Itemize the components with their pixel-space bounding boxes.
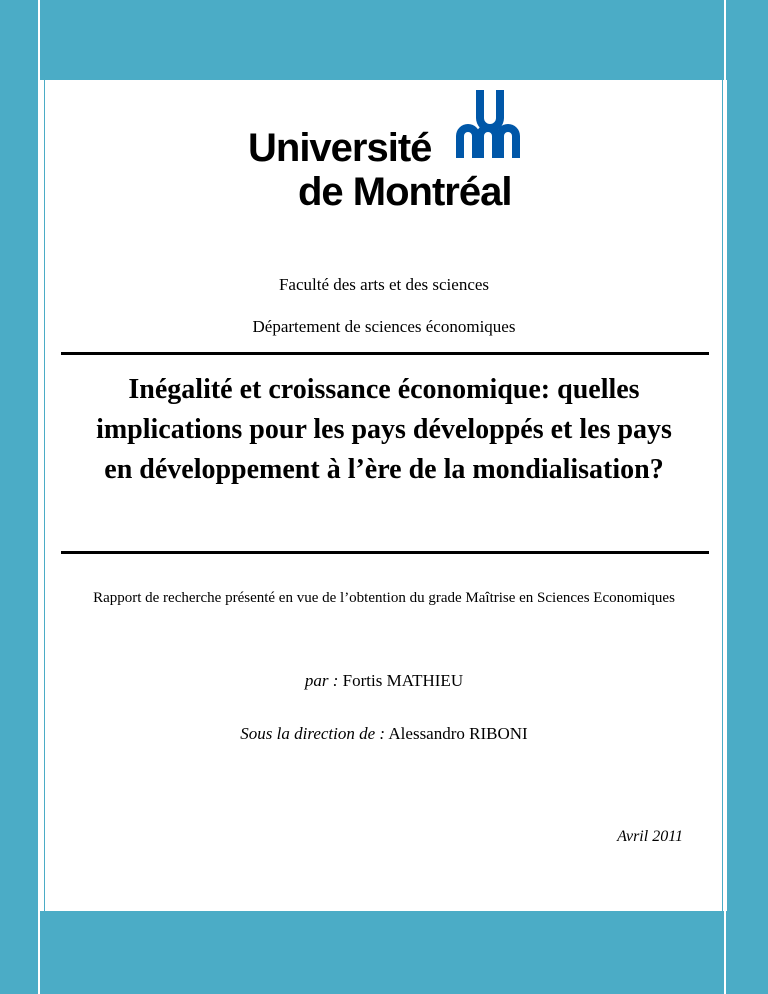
author-name: Fortis MATHIEU: [342, 671, 464, 690]
author-prefix: par :: [304, 671, 339, 690]
university-logo: [246, 88, 536, 214]
report-description: Rapport de recherche présenté en vue de l’obtention du grade Maîtrise en Sciences Economiques: [93, 590, 675, 606]
logo-line-1: Université: [248, 126, 432, 170]
author-line: [46, 670, 722, 692]
department-name: Département de sciences économiques: [252, 317, 516, 336]
supervisor-line: [46, 723, 722, 745]
left-inner-border-line: [44, 0, 45, 994]
supervisor-name: Alessandro RIBONI: [388, 724, 528, 743]
logo-line-2: de Montréal: [298, 170, 512, 214]
udem-logo-mark-icon: [452, 88, 524, 160]
submission-date: Avril 2011: [617, 828, 683, 845]
faculty-name: Faculté des arts et des sciences: [278, 275, 490, 294]
supervisor-prefix: Sous la direction de :: [240, 724, 386, 743]
right-border-gap: [724, 0, 726, 994]
title-top-rule: [61, 352, 709, 355]
right-inner-border-line: [722, 0, 723, 994]
left-accent-band: [0, 0, 38, 994]
thesis-title: Inégalité et croissance économique: quelles implications pour les pays développés et les pays en développement à l’ère de la mondialisation?: [96, 374, 672, 485]
left-border-gap: [38, 0, 40, 994]
bottom-accent-band: [0, 911, 768, 994]
right-accent-band: [727, 0, 768, 994]
title-bottom-rule: [61, 551, 709, 554]
top-accent-band: [0, 0, 768, 80]
